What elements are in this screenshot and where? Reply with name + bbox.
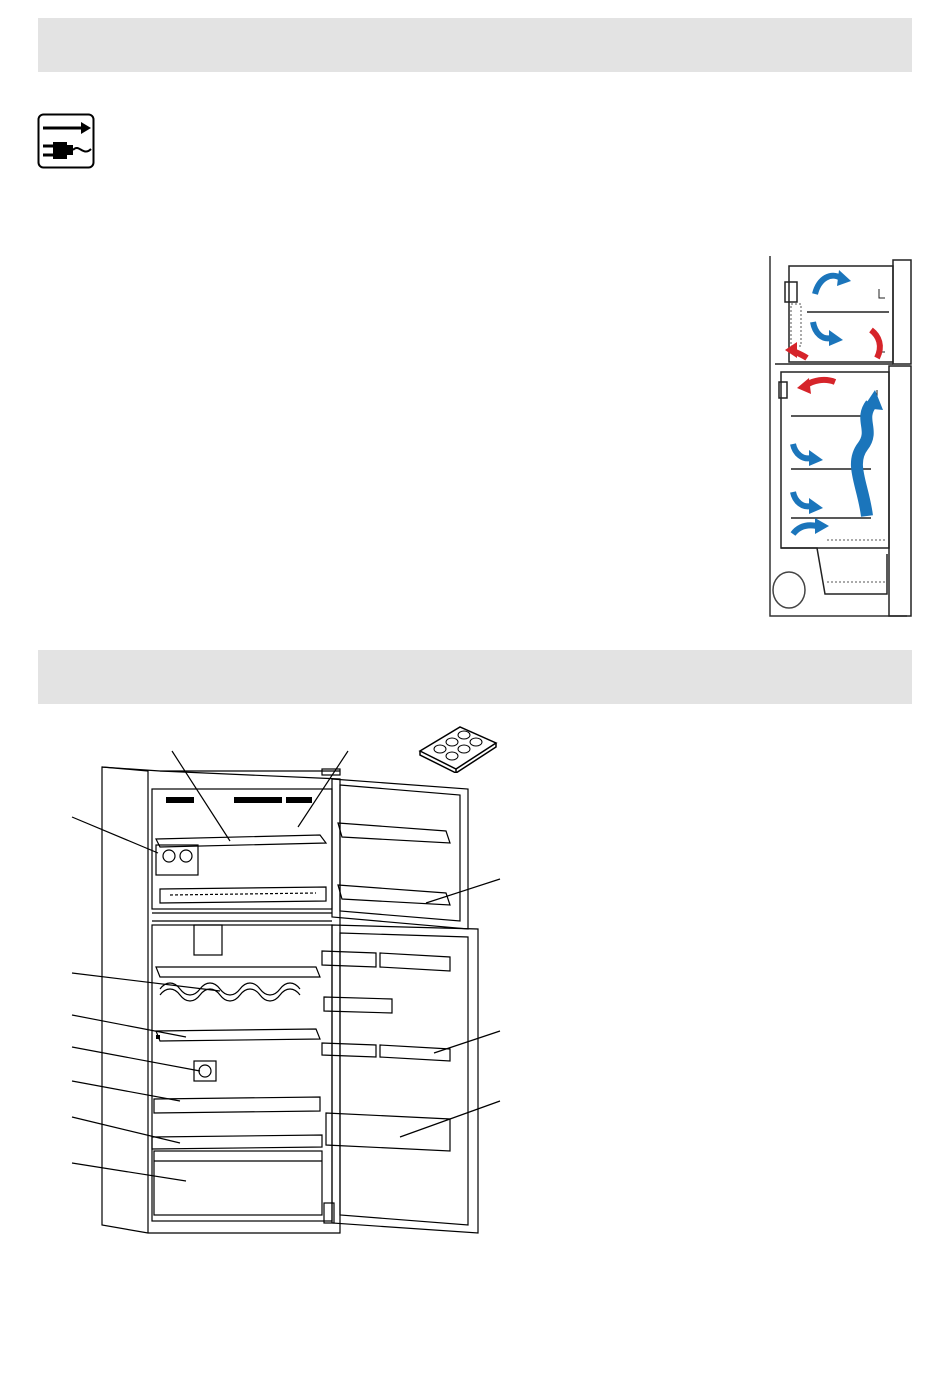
airflow-diagram (767, 254, 917, 624)
header-band-middle (38, 650, 912, 704)
power-plug-icon (37, 113, 95, 169)
header-band-top (38, 18, 912, 72)
fridge-parts-diagram (70, 745, 510, 1245)
